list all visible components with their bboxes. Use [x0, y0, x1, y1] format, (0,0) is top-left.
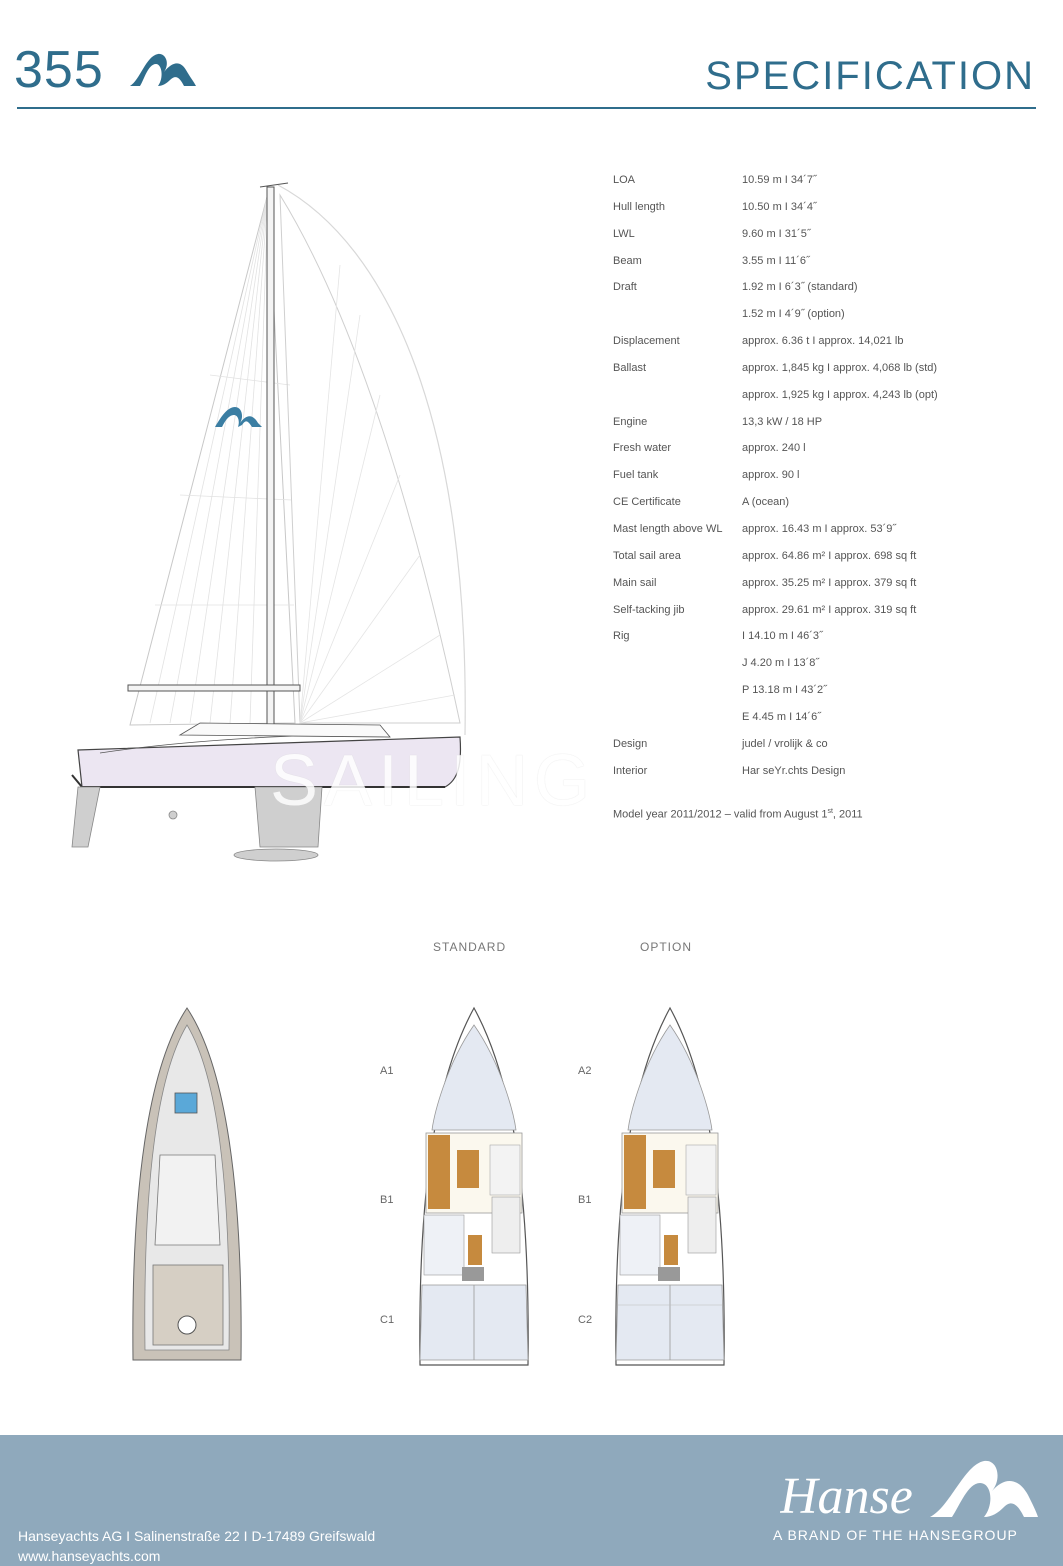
- model-number: 355: [14, 41, 104, 99]
- spec-label: Total sail area: [613, 549, 681, 562]
- spec-label: Displacement: [613, 335, 680, 348]
- spec-label: Engine: [613, 415, 648, 428]
- spec-row: [613, 224, 1043, 251]
- spec-row: [613, 492, 1043, 519]
- plan-label-a1: A1: [380, 1065, 394, 1077]
- spec-value: 9.60 m I 31´5˝: [742, 227, 811, 240]
- brand-name: Hanse: [780, 1468, 913, 1525]
- spec-value: 1.92 m I 6´3˝ (standard): [742, 281, 858, 294]
- spec-row: [613, 707, 1043, 734]
- plan-label-b2: B1: [578, 1194, 592, 1206]
- spec-value: 13,3 kW / 18 HP: [742, 415, 823, 428]
- spec-label: Ballast: [613, 361, 647, 374]
- spec-row: [613, 251, 1043, 278]
- spec-row: [613, 304, 1043, 331]
- spec-value: approx. 90 l: [742, 469, 800, 482]
- spec-value: approx. 16.43 m I approx. 53´9˝: [742, 522, 897, 535]
- spec-row: [613, 546, 1043, 573]
- model-year-text: Model year 2011/2012 – valid from August 1: [613, 808, 828, 821]
- footer-address: Hanseyachts AG I Salinenstraße 22 I D-17489 Greifswald: [18, 1528, 376, 1544]
- spec-row: [613, 600, 1043, 627]
- spec-table: [613, 170, 1043, 787]
- spec-row: [613, 331, 1043, 358]
- spec-label: Fresh water: [613, 442, 672, 455]
- spec-row: [613, 170, 1043, 197]
- spec-row: [613, 412, 1043, 439]
- spec-label: Fuel tank: [613, 469, 659, 482]
- spec-label: Rig: [613, 630, 630, 643]
- brand-tagline: A BRAND OF THE HANSEGROUP: [773, 1527, 1018, 1543]
- spec-label: Mast length above WL: [613, 522, 723, 535]
- spec-value: 3.55 m I 11´6˝: [742, 254, 810, 267]
- spec-row: [613, 734, 1043, 761]
- spec-label: Self-tacking jib: [613, 603, 685, 616]
- spec-label: Interior: [613, 764, 648, 777]
- spec-value: 10.59 m I 34´7˝: [742, 174, 817, 186]
- model-year-sup: st: [827, 808, 833, 815]
- spec-value: approx. 1,925 kg I approx. 4,243 lb (opt): [742, 388, 938, 401]
- spec-label: LWL: [613, 227, 635, 240]
- spec-row: [613, 573, 1043, 600]
- spec-value: J 4.20 m I 13´8˝: [742, 657, 820, 670]
- spec-row: [613, 519, 1043, 546]
- option-layout-heading: OPTION: [640, 940, 693, 954]
- plan-label-c1: C1: [380, 1314, 395, 1326]
- spec-value: P 13.18 m I 43´2˝: [742, 684, 827, 697]
- spec-value: Har seYr.chts Design: [742, 764, 846, 777]
- spec-label: Beam: [613, 254, 642, 267]
- hanse-brand-logo: [780, 1455, 1040, 1525]
- deck-plan-drawing: [125, 1005, 250, 1370]
- plan-label-a2: A2: [578, 1065, 592, 1077]
- spec-value: 1.52 m I 4´9˝ (option): [742, 308, 845, 321]
- model-year-note: [613, 808, 863, 821]
- option-interior-plan: [608, 1005, 733, 1370]
- spec-row: [613, 438, 1043, 465]
- spec-row: [613, 626, 1043, 653]
- spec-row: [613, 680, 1043, 707]
- spec-value: A (ocean): [742, 496, 790, 509]
- spec-label: LOA: [613, 174, 636, 186]
- spec-label: Draft: [613, 281, 637, 294]
- spec-label: Design: [613, 737, 648, 750]
- spec-value: approx. 240 l: [742, 442, 806, 455]
- model-year-suffix: , 2011: [832, 808, 863, 821]
- spec-value: approx. 35.25 m² I approx. 379 sq ft: [742, 576, 917, 589]
- spec-value: E 4.45 m I 14´6˝: [742, 710, 821, 723]
- spec-row: [613, 385, 1043, 412]
- page-title: SPECIFICATION: [705, 54, 1035, 98]
- spec-label: CE Certificate: [613, 496, 681, 509]
- spec-row: [613, 653, 1043, 680]
- spec-value: approx. 1,845 kg I approx. 4,068 lb (std): [742, 361, 938, 374]
- plan-label-c2: C2: [578, 1314, 593, 1326]
- spec-value: I 14.10 m I 46´3˝: [742, 630, 823, 643]
- spec-value: judel / vrolijk & co: [742, 737, 828, 750]
- watermark: SAILING: [270, 741, 597, 821]
- spec-value: approx. 64.86 m² I approx. 698 sq ft: [742, 549, 917, 562]
- spec-value: approx. 6.36 t I approx. 14,021 lb: [742, 335, 904, 348]
- spec-label: Main sail: [613, 576, 657, 589]
- spec-label: Hull length: [613, 200, 665, 213]
- spec-row: [613, 465, 1043, 492]
- spec-row: [613, 358, 1043, 385]
- footer-website-link[interactable]: www.hanseyachts.com: [18, 1548, 161, 1564]
- plan-label-b1: B1: [380, 1194, 394, 1206]
- spec-value: 10.50 m I 34´4˝: [742, 200, 817, 213]
- header-divider: [17, 107, 1036, 109]
- standard-interior-plan: [412, 1005, 537, 1370]
- spec-row: [613, 761, 1043, 788]
- spec-row: [613, 277, 1043, 304]
- spec-row: [613, 197, 1043, 224]
- hanse-wave-logo-icon: [128, 50, 198, 90]
- spec-value: approx. 29.61 m² I approx. 319 sq ft: [742, 603, 917, 616]
- standard-layout-heading: STANDARD: [433, 940, 507, 954]
